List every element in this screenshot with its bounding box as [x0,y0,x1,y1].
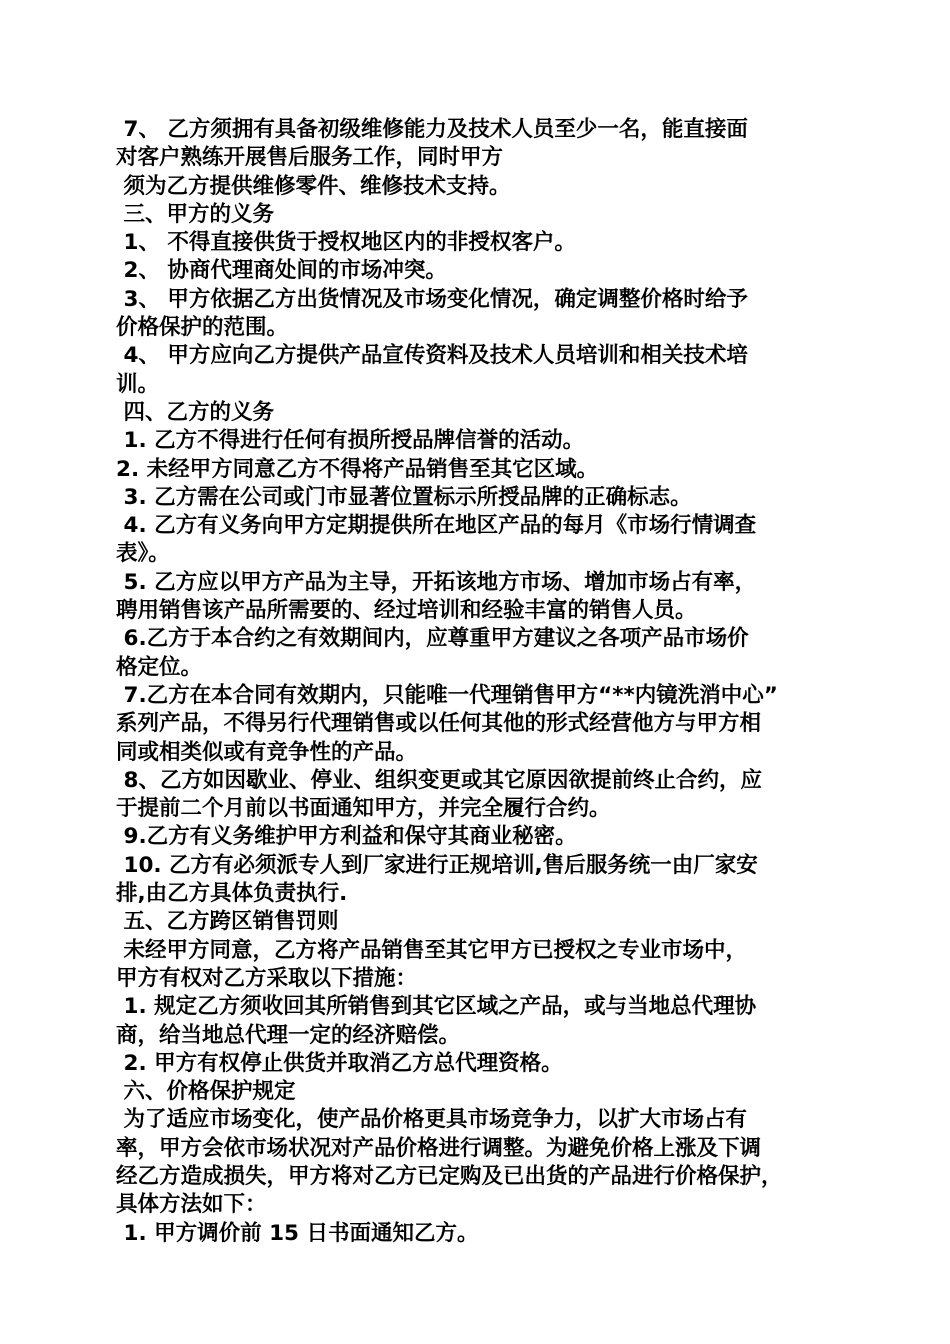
text-line: 4. 乙方有义务向甲方定期提供所在地区产品的每月《市场行情调查 [116,513,757,539]
text-line: 具体方法如下： [116,1192,267,1218]
text-line: 3、 甲方依据乙方出货情况及市场变化情况，确定调整价格时给予 [116,286,748,312]
section-heading: 四、乙方的义务 [116,399,274,425]
text-line: 对客户熟练开展售后服务工作，同时甲方 [116,145,504,171]
text-line: 1. 规定乙方须收回其所销售到其它区域之产品，或与当地总代理协 [116,994,757,1020]
text-line: 聘用销售该产品所需要的、经过培训和经验丰富的销售人员。 [116,598,697,624]
text-line: 2、 协商代理商处间的市场冲突。 [116,258,447,284]
text-line: 7.乙方在本合同有效期内，只能唯一代理销售甲方“**内镜洗消中心” [116,682,778,708]
text-line: 表》。 [116,541,170,567]
text-line: 格定位。 [116,654,203,680]
text-line: 排,由乙方具体负责执行. [116,881,348,907]
text-line: 甲方有权对乙方采取以下措施： [116,965,418,991]
text-line: 2. 未经甲方同意乙方不得将产品销售至其它区域。 [116,456,599,482]
text-line: 未经甲方同意，乙方将产品销售至其它甲方已授权之专业市场中， [116,937,747,963]
text-line: 5. 乙方应以甲方产品为主导，开拓该地方市场、增加市场占有率， [116,569,757,595]
text-line: 须为乙方提供维修零件、维修技术支持。 [116,173,511,199]
text-line: 经乙方造成损失，甲方将对乙方已定购及已出货的产品进行价格保护， [116,1163,783,1189]
section-heading: 三、甲方的义务 [116,201,274,227]
text-line: 训。 [116,371,160,397]
section-heading: 六、价格保护规定 [116,1079,296,1105]
text-line: 3. 乙方需在公司或门市显著位置标示所授品牌的正确标志。 [116,484,692,510]
text-line: 商，给当地总代理一定的经济赔偿。 [116,1022,461,1048]
text-line: 同或相类似或有竞争性的产品。 [116,739,418,765]
text-line: 率，甲方会依市场状况对产品价格进行调整。为避免价格上涨及下调 [116,1135,762,1161]
text-line: 9.乙方有义务维护甲方利益和保守其商业秘密。 [116,824,577,850]
text-line: 2. 甲方有权停止供货并取消乙方总代理资格。 [116,1050,563,1076]
text-line: 1、 不得直接供货于授权地区内的非授权客户。 [116,230,576,256]
document-body [116,116,846,1248]
text-line: 价格保护的范围。 [116,315,289,341]
text-line: 系列产品，不得另行代理销售或以任何其他的形式经营他方与甲方相 [116,711,762,737]
text-line: 8、乙方如因歇业、停业、组织变更或其它原因欲提前终止合约，应 [116,767,762,793]
text-line: 10. 乙方有必须派专人到厂家进行正规培训,售后服务统一由厂家安 [116,852,758,878]
text-line: 1. 乙方不得进行任何有损所授品牌信誉的活动。 [116,428,585,454]
text-line: 6.乙方于本合约之有效期间内，应尊重甲方建议之各项产品市场价 [116,626,749,652]
text-line: 7、 乙方须拥有具备初级维修能力及技术人员至少一名，能直接面 [116,117,748,142]
text-line: 为了适应市场变化，使产品价格更具市场竞争力，以扩大市场占有 [116,1107,747,1133]
text-line: 4、 甲方应向乙方提供产品宣传资料及技术人员培训和相关技术培 [116,343,748,369]
section-heading: 五、乙方跨区销售罚则 [116,909,339,935]
text-line: 1. 甲方调价前 15 日书面通知乙方。 [116,1220,479,1246]
text-line: 于提前二个月前以书面通知甲方，并完全履行合约。 [116,796,611,822]
